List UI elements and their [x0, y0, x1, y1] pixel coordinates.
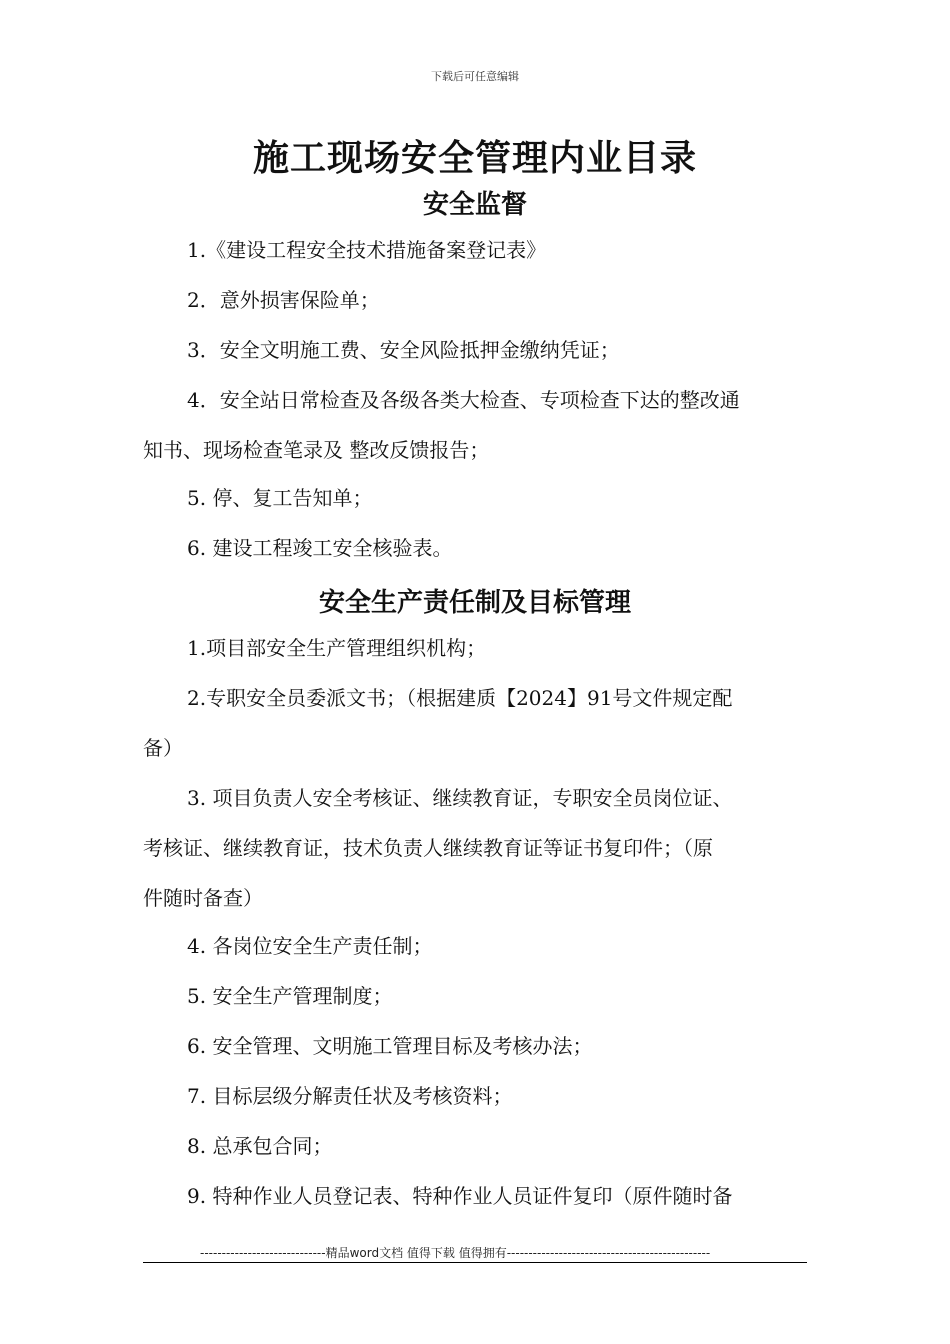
document-title: 施工现场安全管理内业目录: [252, 138, 697, 179]
list-item-continuation: 件随时备查）: [143, 886, 263, 910]
list-item: 9. 特种作业人员登记表、特种作业人员证件复印（原件随时备: [187, 1184, 733, 1208]
section-heading-safety-supervision: 安全监督: [422, 190, 527, 220]
footer-divider: [143, 1262, 807, 1263]
header-note: 下载后可任意编辑: [431, 70, 519, 83]
list-item: 7. 目标层级分解责任状及考核资料；: [187, 1084, 513, 1108]
section-heading-responsibility: 安全生产责任制及目标管理: [318, 588, 631, 618]
list-item: 6. 建设工程竣工安全核验表。: [187, 536, 453, 560]
list-item: 3．安全文明施工费、安全风险抵押金缴纳凭证；: [187, 338, 620, 362]
list-item: 5. 安全生产管理制度；: [187, 984, 393, 1008]
list-item-continuation: 考核证、继续教育证，技术负责人继续教育证等证书复印件；（原: [143, 836, 713, 860]
list-item: 4．安全站日常检查及各级各类大检查、专项检查下达的整改通: [187, 388, 740, 412]
list-item: 1.《建设工程安全技术措施备案登记表》: [187, 238, 547, 262]
list-item-continuation: 知书、现场检查笔录及 整改反馈报告；: [143, 438, 490, 462]
list-item: 1.项目部安全生产管理组织机构；: [187, 636, 487, 660]
list-item: 6. 安全管理、文明施工管理目标及考核办法；: [187, 1034, 593, 1058]
list-item: 2．意外损害保险单；: [187, 288, 380, 312]
list-item-continuation: 备）: [143, 736, 183, 760]
list-item: 2.专职安全员委派文书；（根据建质【2024】91号文件规定配: [187, 686, 733, 710]
list-item: 8. 总承包合同；: [187, 1134, 333, 1158]
footer-text: -----------------------------精品word文档 值得下载 值得拥有-----------------------------------------------: [200, 1246, 711, 1260]
list-item: 5. 停、复工告知单；: [187, 486, 373, 510]
list-item: 3. 项目负责人安全考核证、继续教育证，专职安全员岗位证、: [187, 786, 733, 810]
list-item: 4. 各岗位安全生产责任制；: [187, 934, 433, 958]
